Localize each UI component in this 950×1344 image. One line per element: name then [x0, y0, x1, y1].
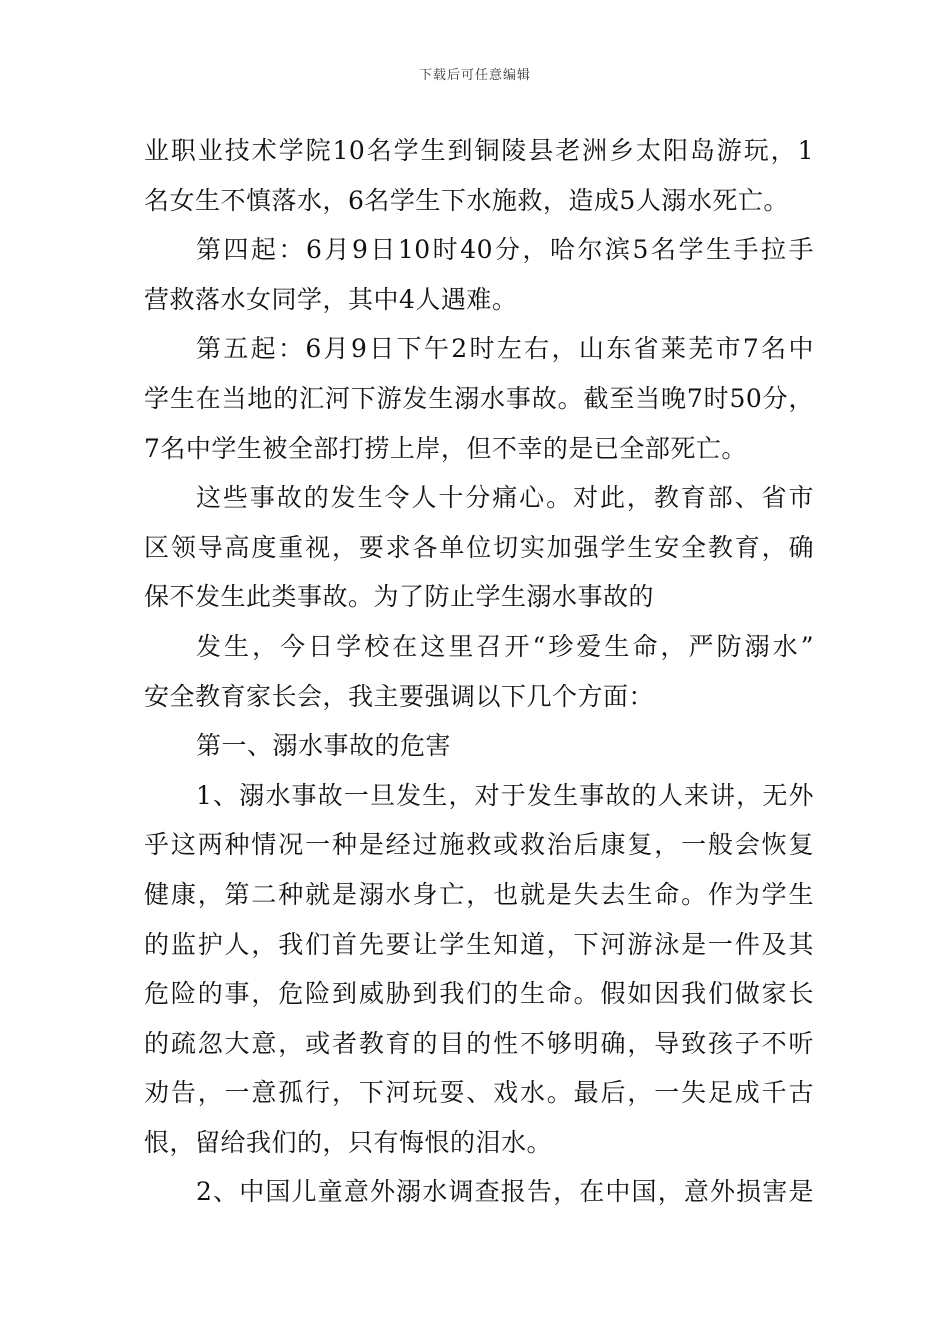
text-line: 7名中学生被全部打捞上岸，但不幸的是已全部死亡。	[144, 433, 747, 463]
text-line: 营救落水女同学，其中4人遇难。	[144, 284, 518, 314]
text-line: 2、中国儿童意外溺水调查报告，在中国，意外损害是	[196, 1177, 814, 1207]
text-line: 健康，第二种就是溺水身亡，也就是失去生命。作为学生	[144, 879, 814, 909]
text-line: 区领导高度重视，要求各单位切实加强学生安全教育，确	[144, 532, 814, 562]
page-header: 下载后可任意编辑	[418, 68, 531, 83]
text-line: 这些事故的发生令人十分痛心。对此，教育部、省市	[196, 483, 814, 513]
text-line: 乎这两种情况一种是经过施救或救治后康复，一般会恢复	[144, 830, 814, 860]
text-line: 第五起：6月9日下午2时左右，山东省莱芜市7名中	[196, 334, 814, 364]
text-line: 发生，今日学校在这里召开“珍爱生命，严防溺水”	[196, 631, 814, 661]
text-line: 第四起：6月9日10时40分，哈尔滨5名学生手拉手	[196, 235, 814, 265]
text-line: 第一、溺水事故的危害	[196, 731, 452, 761]
text-line: 保不发生此类事故。为了防止学生溺水事故的	[144, 582, 655, 612]
text-line: 安全教育家长会，我主要强调以下几个方面：	[144, 681, 655, 711]
text-line: 业职业技术学院10名学生到铜陵县老洲乡太阳岛游玩，1	[144, 136, 814, 165]
text-line: 学生在当地的汇河下游发生溺水事故。截至当晚7时50分，	[144, 383, 814, 413]
text-line: 劝告，一意孤行，下河玩耍、戏水。最后，一失足成千古	[144, 1078, 814, 1108]
text-line: 1、溺水事故一旦发生，对于发生事故的人来讲，无外	[196, 780, 814, 810]
text-line: 名女生不慎落水，6名学生下水施救，造成5人溺水死亡。	[144, 185, 789, 215]
text-line: 恨，留给我们的，只有悔恨的泪水。	[144, 1127, 553, 1157]
document-body	[144, 126, 814, 1217]
text-line: 危险的事，危险到威胁到我们的生命。假如因我们做家长	[144, 979, 814, 1009]
text-line: 的监护人，我们首先要让学生知道，下河游泳是一件及其	[144, 929, 814, 959]
text-line: 的疏忽大意，或者教育的目的性不够明确，导致孩子不听	[144, 1028, 814, 1058]
